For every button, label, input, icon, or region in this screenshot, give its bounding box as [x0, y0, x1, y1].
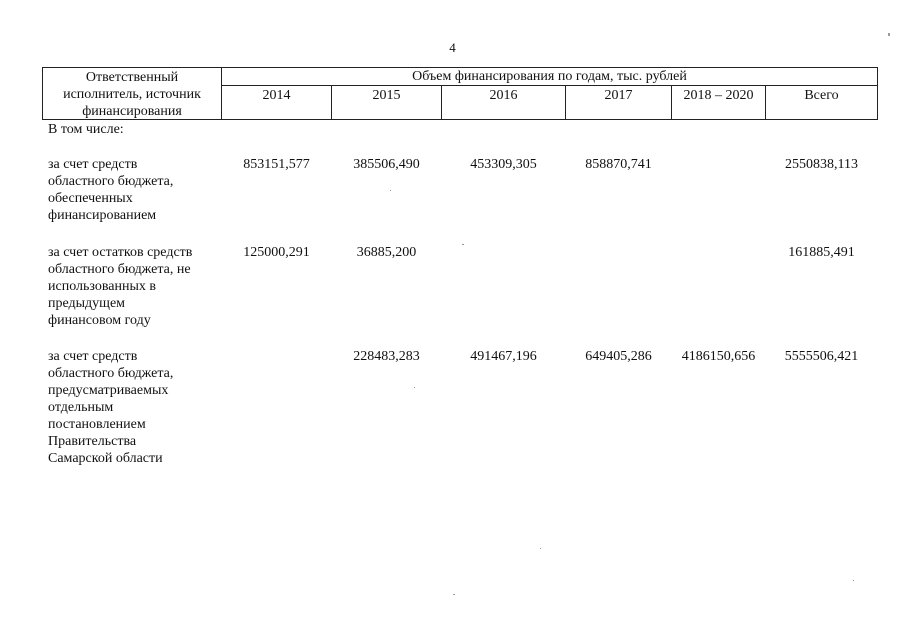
scan-speck [414, 387, 415, 388]
row-label-line: за счет средств [48, 349, 138, 364]
header-year-2017: 2017 [565, 85, 672, 120]
table-header-responsible [42, 67, 222, 120]
header-year-2014: 2014 [221, 85, 332, 120]
row-label-line: Правительства [48, 434, 137, 449]
header-year-2018-2020: 2018 – 2020 [671, 85, 766, 120]
header-line: Ответственный [85, 70, 179, 85]
scan-speck [888, 33, 890, 36]
cell-2015: 228483,283 [353, 349, 420, 364]
cell-2014: 125000,291 [243, 245, 310, 260]
header-line: исполнитель, источник [63, 87, 201, 102]
row-label [48, 244, 228, 329]
cell-2017: 649405,286 [585, 349, 652, 364]
row-label-line: финансированием [48, 208, 157, 223]
page-number: 4 [449, 40, 456, 55]
scan-speck [462, 244, 464, 245]
cell-2015: 36885,200 [356, 245, 417, 260]
row-label-line: предусматриваемых [48, 383, 169, 398]
scan-speck [390, 190, 391, 191]
row-label-line: областного бюджета, [48, 366, 174, 381]
table-header-funding-group: Объем финансирования по годам, тыс. рублей [221, 67, 878, 86]
cell-2015: 385506,490 [353, 157, 420, 172]
row-label-line: Самарской области [48, 451, 163, 466]
cell-2016: 453309,305 [470, 157, 537, 172]
cell-2014: 853151,577 [243, 157, 310, 172]
scan-speck [853, 580, 854, 581]
row-label-line: обеспеченных [48, 191, 133, 206]
row-label-line: использованных в [48, 279, 156, 294]
row-label-line: областного бюджета, не [48, 262, 191, 277]
row-label-line: за счет остатков средств [48, 245, 193, 260]
row-label [48, 156, 228, 224]
row-label-line: предыдущем [48, 296, 126, 311]
row-label-line: отдельным [48, 400, 114, 415]
scan-speck [453, 594, 455, 595]
row-label-line: постановлением [48, 417, 146, 432]
header-year-2016: 2016 [441, 85, 566, 120]
row-label-line: за счет средств [48, 157, 138, 172]
cell-2016: 491467,196 [470, 349, 537, 364]
cell-2017: 858870,741 [585, 157, 652, 172]
cell-2018-2020: 4186150,656 [681, 349, 756, 364]
header-line: финансирования [82, 104, 182, 119]
row-label-line: областного бюджета, [48, 174, 174, 189]
header-year-2015: 2015 [331, 85, 442, 120]
header-total: Всего [765, 85, 878, 120]
cell-total: 5555506,421 [784, 349, 859, 364]
row-label [48, 348, 228, 467]
cell-total: 161885,491 [788, 245, 855, 260]
row-label-line: финансовом году [48, 313, 151, 328]
subheading: В том числе: [48, 122, 124, 137]
scan-speck [540, 548, 541, 549]
cell-total: 2550838,113 [785, 157, 858, 172]
